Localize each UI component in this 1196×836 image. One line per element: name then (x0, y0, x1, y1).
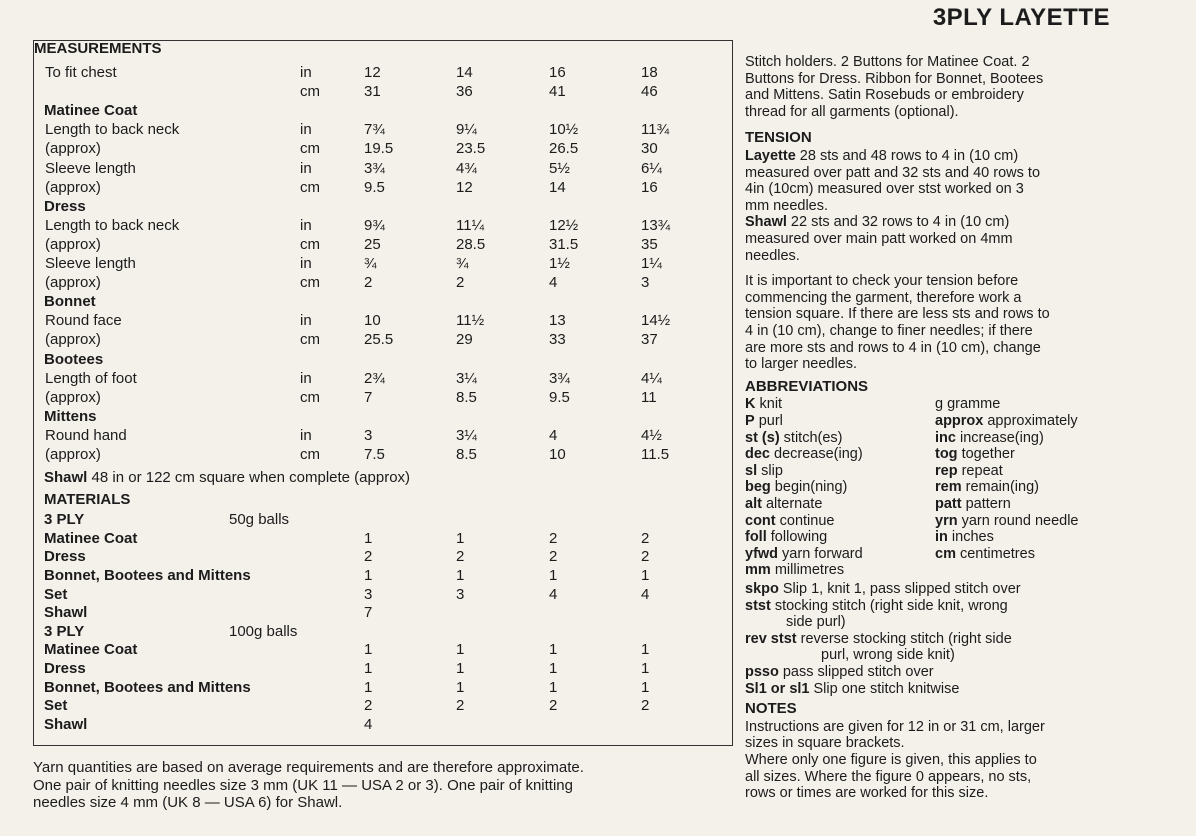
abbreviation-meaning: stocking stitch (right side knit, wrong (770, 597, 1008, 614)
size-value: 5½ (549, 159, 570, 177)
unit-label: in (300, 159, 312, 177)
measurement-label: To fit chest (45, 64, 117, 81)
tension-shawl-line (745, 214, 1009, 230)
size-value: 46 (641, 83, 658, 101)
notes-line: sizes in square brackets. (745, 735, 905, 752)
abbreviation-item (745, 446, 863, 462)
abbreviation-meaning: pass slipped stitch over (778, 664, 934, 680)
tension-shawl-text: 22 sts and 32 rows to 4 in (10 cm) (786, 214, 1010, 231)
abbreviation-item (745, 631, 1012, 647)
size-value: 2 (456, 274, 465, 292)
size-value: 11 (641, 388, 657, 406)
abbreviation-key: dec (745, 446, 770, 463)
ball-count: 1 (456, 641, 465, 659)
tension-layette-line (745, 148, 1018, 164)
unit-label: in (300, 64, 312, 81)
size-value: 2 (364, 274, 373, 292)
size-value: 1½ (549, 255, 570, 272)
notes-line: all sizes. Where the figure 0 appears, no sts, (745, 768, 1032, 785)
size-value: 16 (549, 64, 566, 81)
size-value: 29 (456, 331, 473, 349)
abbreviation-item (745, 529, 827, 545)
ball-count: 4 (641, 585, 650, 603)
abbreviation-key: rep (935, 462, 958, 479)
ball-count: 2 (641, 697, 650, 715)
tension-check-line: 4 in (10 cm), change to finer needles; if there (745, 323, 1033, 339)
size-value: 25.5 (364, 331, 394, 349)
measurement-label: Length to back neck (45, 121, 180, 139)
measurement-label: Round face (45, 312, 122, 330)
abbreviation-meaning-cont: side purl) (786, 614, 846, 631)
unit-label: cm (300, 235, 320, 253)
tension-layette-line: mm needles. (745, 197, 829, 214)
unit-label: cm (300, 446, 320, 463)
size-value: 16 (641, 178, 658, 196)
size-value: 13¾ (641, 216, 671, 234)
measurement-label: (approx) (45, 274, 101, 292)
measurement-label: Length of foot (45, 369, 137, 387)
abbreviation-key: beg (745, 479, 771, 496)
size-value: 3 (641, 274, 650, 292)
ball-weight: 100g balls (229, 622, 298, 640)
abbreviation-item (745, 546, 863, 562)
abbreviation-key: cont (745, 512, 776, 529)
abbreviation-meaning: repeat (957, 462, 1003, 479)
unit-label: in (300, 369, 312, 387)
size-value: 7 (364, 388, 373, 406)
material-label: Set (44, 585, 68, 603)
abbreviation-item (745, 562, 844, 578)
abbreviation-key: st (s) (745, 429, 780, 446)
tension-layette-line: 4in (10cm) measured over stst worked on 3 (745, 181, 1024, 198)
size-value: ¾ (456, 255, 469, 272)
abbreviation-key: sl (745, 462, 758, 479)
measurement-label: (approx) (45, 331, 101, 349)
unit-label: in (300, 121, 312, 139)
ball-count: 1 (456, 659, 465, 677)
measurement-label: (approx) (45, 235, 101, 253)
ball-count: 1 (364, 641, 373, 659)
abbreviation-meaning: inches (947, 529, 994, 546)
size-value: 10 (364, 312, 381, 330)
abbreviation-key: patt (935, 496, 962, 512)
ball-count: 4 (364, 715, 373, 733)
abbreviation-key: tog (935, 446, 958, 463)
ball-count: 1 (456, 529, 465, 547)
size-value: 10 (549, 446, 566, 463)
notes-line: Instructions are given for 12 in or 31 cm, larger (745, 718, 1045, 735)
ball-count: 1 (641, 641, 650, 659)
tension-layette-line: measured over patt and 32 sts and 40 rows to (745, 164, 1041, 181)
size-value: 35 (641, 235, 658, 253)
abbreviation-item (935, 546, 1035, 562)
ball-count: 1 (549, 641, 558, 659)
size-value: 3 (364, 426, 373, 444)
garment-heading: Bootees (44, 350, 104, 368)
abbreviation-item (745, 413, 783, 429)
measurement-label: Length to back neck (45, 216, 180, 234)
abbreviation-item (745, 681, 959, 697)
materials-heading: MATERIALS (44, 491, 131, 509)
unit-label: cm (300, 388, 320, 406)
size-value: 25 (364, 235, 381, 253)
unit-label: in (300, 312, 312, 330)
material-label: Dress (44, 659, 86, 677)
size-value: 11½ (456, 312, 485, 330)
abbreviation-meaning: together (957, 446, 1015, 463)
abbreviation-item (745, 479, 847, 495)
notes-heading: NOTES (745, 700, 797, 718)
tension-heading: TENSION (745, 129, 812, 147)
abbreviation-key: foll (745, 529, 767, 546)
unit-label: cm (300, 83, 320, 101)
abbreviation-meaning: begin(ning) (770, 479, 848, 496)
abbreviation-meaning: Slip one stitch knitwise (809, 680, 960, 697)
notes-line: rows or times are worked for this size. (745, 785, 989, 802)
ball-count: 1 (641, 678, 650, 696)
size-value: 6¼ (641, 159, 662, 177)
size-value: 3¼ (456, 369, 477, 387)
ball-count: 2 (641, 529, 650, 547)
size-value: 19.5 (364, 140, 394, 158)
size-value: 41 (549, 83, 566, 101)
size-value: 3¾ (549, 369, 570, 387)
size-value: 12 (364, 64, 381, 81)
abbreviation-key: approx (935, 413, 984, 429)
ball-count: 1 (549, 659, 558, 677)
material-label: 3 PLY (44, 622, 85, 640)
material-label: Shawl (44, 715, 88, 733)
size-value: 7¾ (364, 121, 385, 139)
tension-check-line: tension square. If there are less sts and rows to (745, 306, 1050, 323)
ball-count: 2 (456, 697, 465, 715)
size-value: 23.5 (456, 140, 486, 158)
ball-count: 3 (456, 585, 465, 603)
size-value: 14 (549, 178, 566, 196)
abbreviation-item (935, 496, 1011, 512)
ball-count: 2 (364, 548, 373, 566)
tension-check-line: commencing the garment, therefore work a (745, 289, 1022, 306)
tension-check-line: to larger needles. (745, 356, 858, 373)
ball-count: 1 (456, 566, 465, 584)
ball-count: 7 (364, 604, 373, 622)
abbreviation-key: psso (745, 664, 779, 680)
abbreviation-key: in (935, 529, 948, 546)
size-value: 9.5 (364, 178, 385, 196)
size-value: 3¾ (364, 159, 385, 177)
measurement-label: (approx) (45, 446, 101, 463)
abbreviation-meaning: stitch(es) (779, 429, 843, 446)
size-value: 4 (549, 274, 558, 292)
size-value: 4¼ (641, 369, 662, 387)
yarn-note-line: One pair of knitting needles size 3 mm (UK 11 — USA 2 or 3). One pair of knitting (33, 776, 573, 794)
measurement-label: (approx) (45, 388, 101, 406)
abbreviation-meaning: yarn forward (778, 545, 863, 562)
abbreviation-meaning: continue (775, 512, 835, 529)
measurement-label: (approx) (45, 140, 101, 158)
size-value: 9¾ (364, 216, 385, 234)
abbreviation-item (935, 413, 1078, 429)
abbreviation-meaning: Slip 1, knit 1, pass slipped stitch over (778, 581, 1021, 597)
shawl-size-line (44, 469, 410, 487)
abbreviation-meaning: g gramme (935, 396, 1001, 413)
measurement-label: Sleeve length (45, 255, 136, 272)
abbreviation-item (935, 396, 1000, 412)
abbreviation-meaning: purl (754, 413, 783, 429)
ball-count: 1 (549, 678, 558, 696)
size-value: 14½ (641, 312, 671, 330)
unit-label: cm (300, 331, 320, 349)
abbreviation-key: mm (745, 562, 771, 579)
notes-line: Where only one figure is given, this applies to (745, 752, 1037, 768)
tension-layette-label: Layette (745, 148, 796, 164)
measurement-label: Round hand (45, 426, 127, 444)
abbreviation-key: yfwd (745, 545, 779, 562)
abbreviation-key: yrn (935, 512, 958, 529)
size-value: 8.5 (456, 388, 477, 406)
abbreviation-meaning: approximately (983, 413, 1078, 429)
abbreviation-key: rev stst (745, 630, 797, 647)
yarn-note-line: Yarn quantities are based on average requirements and are therefore approximate. (33, 759, 584, 776)
abbreviation-meaning-cont: purl, wrong side knit) (821, 647, 955, 664)
size-value: 11¾ (641, 121, 670, 139)
material-label: Matinee Coat (44, 641, 138, 659)
abbreviation-item (745, 664, 934, 680)
ball-count: 2 (549, 548, 558, 566)
ball-weight: 50g balls (229, 511, 290, 529)
abbreviation-item (745, 513, 834, 529)
size-value: 33 (549, 331, 566, 349)
size-value: 9.5 (549, 388, 570, 406)
abbreviation-meaning: remain(ing) (961, 479, 1039, 496)
garment-heading: Matinee Coat (44, 102, 138, 120)
ball-count: 1 (641, 566, 650, 584)
abbreviation-item (935, 479, 1039, 495)
size-value: 30 (641, 140, 658, 158)
measurements-heading: MEASUREMENTS (34, 40, 162, 57)
material-label: 3 PLY (44, 511, 85, 529)
abbreviation-item (745, 496, 822, 512)
ball-count: 2 (641, 548, 650, 566)
ball-count: 1 (456, 678, 465, 696)
size-value: 7.5 (364, 446, 385, 463)
abbreviation-item (745, 430, 843, 446)
ball-count: 2 (549, 697, 558, 715)
unit-label: cm (300, 178, 320, 196)
yarn-note-line: needles size 4 mm (UK 8 — USA 6) for Shawl. (33, 794, 343, 811)
material-label: Shawl (44, 604, 88, 622)
abbreviation-meaning: increase(ing) (955, 429, 1044, 446)
size-value: 36 (456, 83, 473, 101)
abbreviation-item (745, 463, 783, 479)
tension-layette-text: 28 sts and 48 rows to 4 in (10 cm) (795, 148, 1019, 164)
tension-shawl-label: Shawl (745, 214, 787, 231)
ball-count: 1 (364, 678, 373, 696)
ball-count: 1 (549, 566, 558, 584)
ball-count: 2 (456, 548, 465, 566)
size-value: 18 (641, 64, 658, 81)
abbreviation-item (745, 581, 1021, 597)
abbreviation-item (745, 598, 1008, 614)
abbreviation-key: rem (935, 479, 962, 496)
unit-label: in (300, 255, 312, 272)
tension-shawl-line: measured over main patt worked on 4mm (745, 231, 1013, 247)
abbreviation-meaning: following (766, 529, 828, 546)
size-value: 4½ (641, 426, 662, 444)
materials-continued-line: Buttons for Dress. Ribbon for Bonnet, Bootees (745, 70, 1044, 87)
abbreviation-item (935, 463, 1003, 479)
abbreviation-item (935, 430, 1044, 446)
size-value: 12½ (549, 216, 579, 234)
size-value: 28.5 (456, 235, 486, 253)
garment-heading: Mittens (44, 407, 97, 425)
size-value: 9¼ (456, 121, 477, 139)
material-label: Matinee Coat (44, 529, 138, 547)
abbreviation-item (935, 529, 994, 545)
size-value: 2¾ (364, 369, 385, 387)
ball-count: 1 (641, 659, 650, 677)
ball-count: 1 (364, 529, 373, 547)
abbreviation-meaning: centimetres (955, 545, 1035, 562)
abbreviation-key: Sl1 or sl1 (745, 680, 810, 697)
ball-count: 1 (364, 659, 373, 677)
abbreviation-key: K (745, 396, 756, 413)
abbreviation-key: skpo (745, 581, 779, 597)
ball-count: 2 (364, 697, 373, 715)
size-value: 37 (641, 331, 658, 349)
size-value: 26.5 (549, 140, 579, 158)
ball-count: 4 (549, 585, 558, 603)
tension-shawl-line: needles. (745, 247, 800, 264)
shawl-label: Shawl (44, 469, 88, 487)
ball-count: 3 (364, 585, 373, 603)
page-title: 3PLY LAYETTE (932, 4, 1110, 31)
abbreviation-meaning: millimetres (770, 562, 845, 579)
size-value: 14 (456, 64, 473, 81)
size-value: 3¼ (456, 426, 477, 444)
unit-label: cm (300, 274, 320, 292)
unit-label: in (300, 216, 312, 234)
garment-heading: Dress (44, 197, 86, 215)
size-value: 11.5 (641, 446, 670, 463)
material-label: Dress (44, 548, 86, 566)
shawl-size-text: 48 in or 122 cm square when complete (approx) (87, 469, 411, 487)
measurement-label: (approx) (45, 178, 101, 196)
material-label: Bonnet, Bootees and Mittens (44, 566, 251, 584)
abbreviations-heading: ABBREVIATIONS (745, 377, 869, 395)
size-value: 31.5 (549, 235, 579, 253)
abbreviation-meaning: slip (757, 462, 783, 479)
ball-count: 2 (549, 529, 558, 547)
unit-label: in (300, 426, 312, 444)
abbreviation-meaning: reverse stocking stitch (right side (796, 630, 1012, 647)
materials-continued-line: thread for all garments (optional). (745, 103, 959, 120)
abbreviation-item (935, 446, 1015, 462)
abbreviation-key: alt (745, 496, 762, 512)
abbreviation-meaning: yarn round needle (957, 512, 1079, 529)
abbreviation-meaning: decrease(ing) (770, 446, 863, 463)
size-value: 4 (549, 426, 558, 444)
materials-continued-line: Stitch holders. 2 Buttons for Matinee Coat. 2 (745, 54, 1030, 70)
unit-label: cm (300, 140, 320, 158)
material-label: Set (44, 697, 68, 715)
abbreviation-key: cm (935, 545, 956, 562)
tension-check-line: It is important to check your tension before (745, 273, 1019, 290)
garment-heading: Bonnet (44, 293, 96, 311)
size-value: 13 (549, 312, 566, 330)
abbreviation-key: stst (745, 597, 771, 614)
abbreviation-item (745, 396, 782, 412)
materials-continued-line: and Mittens. Satin Rosebuds or embroidery (745, 87, 1024, 104)
size-value: 1¼ (641, 255, 662, 272)
material-label: Bonnet, Bootees and Mittens (44, 678, 251, 696)
size-value: 11¼ (456, 216, 485, 234)
abbreviation-meaning: knit (755, 396, 783, 413)
size-value: 31 (364, 83, 381, 101)
size-value: 4¾ (456, 159, 477, 177)
measurement-label: Sleeve length (45, 159, 136, 177)
size-value: ¾ (364, 255, 377, 272)
ball-count: 1 (364, 566, 373, 584)
abbreviation-meaning: pattern (961, 496, 1011, 512)
abbreviation-meaning: alternate (761, 496, 823, 512)
tension-check-line: are more sts and rows to 4 in (10 cm), change (745, 339, 1041, 356)
abbreviation-key: inc (935, 429, 956, 446)
abbreviation-item (935, 513, 1079, 529)
abbreviation-key: P (745, 413, 755, 429)
size-value: 12 (456, 178, 473, 196)
size-value: 10½ (549, 121, 579, 139)
size-value: 8.5 (456, 446, 477, 463)
